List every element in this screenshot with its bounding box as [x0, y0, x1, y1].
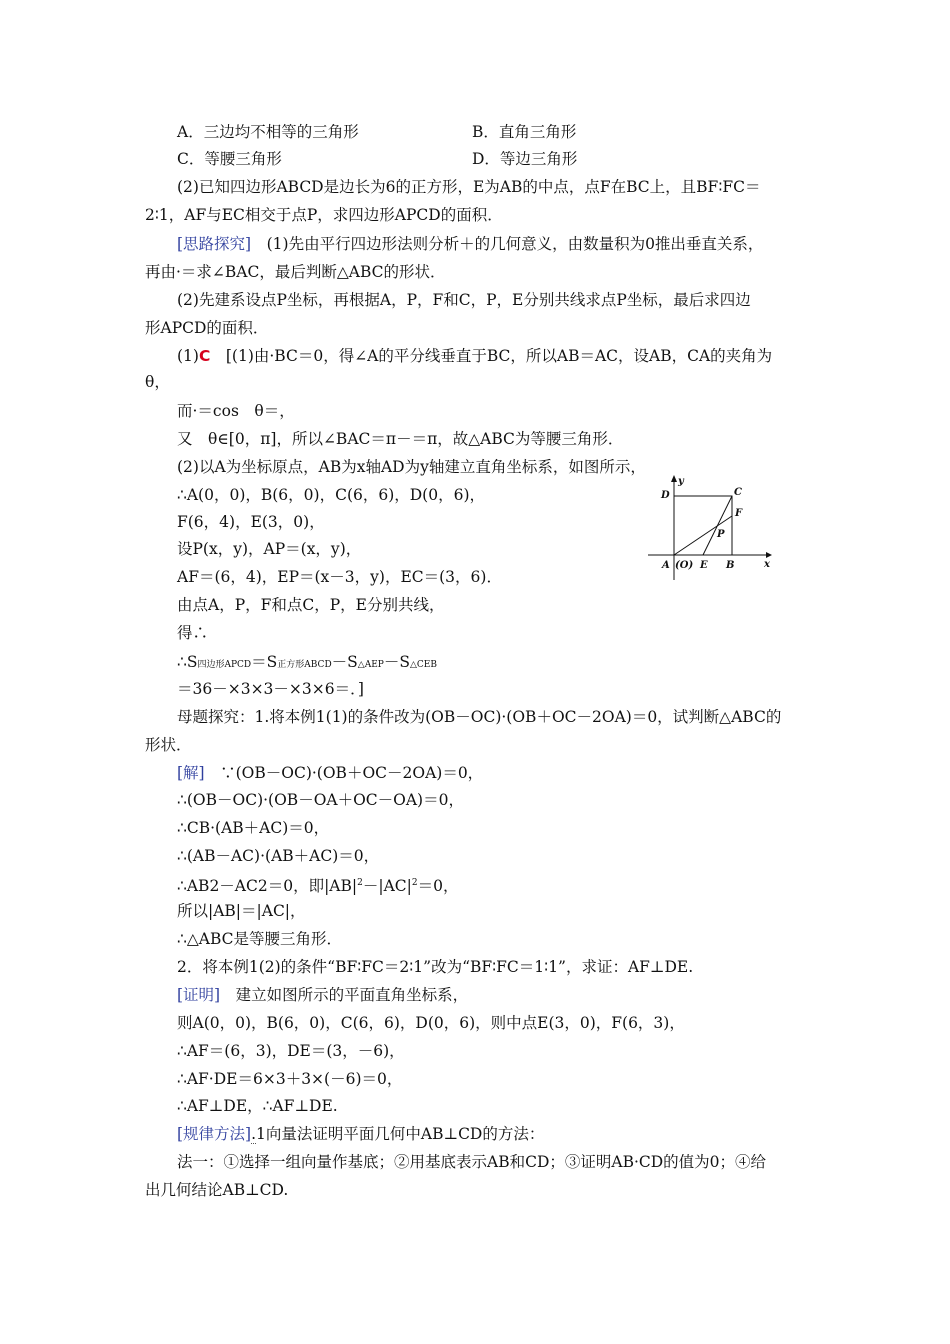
variant1-line7-post: ＝0，: [417, 877, 459, 896]
label-y: y: [678, 476, 684, 487]
method-line2: 法一：①选择一组向量作基底；②用基底表示AB和CD；③证明AB·CD的值为0；④给: [177, 1153, 767, 1171]
option-d: D．等边三角形: [472, 150, 578, 168]
solution-line12: [177, 651, 437, 676]
area-sub-abcd: 正方形ABCD: [277, 660, 332, 670]
method-line3: 出几何结论AB⊥CD.: [145, 1181, 289, 1199]
area-symbol: ∴S: [177, 653, 198, 671]
variant2-line1: 2．将本例1(2)的条件“BF∶FC＝2∶1”改为“BF∶FC＝1∶1”，求证：AF⊥DE.: [177, 958, 694, 976]
method-tag: [规律方法]: [177, 1125, 252, 1143]
variant1-line3: [177, 762, 483, 784]
label-a: A: [662, 560, 670, 571]
option-a: A．三边均不相等的三角形: [177, 123, 359, 141]
explore-line2: 再由·＝求∠BAC，最后判断△ABC的形状．: [145, 263, 446, 281]
area-minus2: －S: [383, 653, 410, 671]
label-b: B: [726, 560, 735, 571]
solution-line2: θ，: [145, 373, 170, 391]
y-axis-arrow-icon: [671, 475, 677, 482]
variant2-line3: 则A(0，0)，B(6，0)，C(6，6)，D(0，6)，则中点E(3，0)，F(6，3)，: [177, 1014, 685, 1032]
method-dotmark: .: [251, 1125, 257, 1143]
square-abcd: [674, 496, 732, 555]
variant1-line4: ∴(OB－OC)·(OB－OA＋OC－OA)＝0，: [177, 791, 464, 809]
explore-line4: 形APCD的面积．: [145, 319, 269, 337]
variant1-line7-sup2: 2: [411, 878, 418, 888]
variant1-line6: ∴(AB－AC)·(AB＋AC)＝0，: [177, 847, 380, 865]
label-c: C: [734, 487, 742, 498]
variant1-line7-sup1: 2: [357, 878, 363, 888]
option-b: B．直角三角形: [472, 123, 577, 141]
solution-line7: F(6，4)，E(3，0)，: [177, 513, 325, 531]
variant2-text2: 建立如图所示的平面直角坐标系，: [220, 986, 469, 1004]
label-x: x: [764, 559, 770, 570]
area-equals: ＝S: [251, 653, 278, 671]
area-sub-apcd: 四边形APCD: [197, 660, 252, 670]
solution-prefix: (1): [177, 347, 199, 365]
label-e: E: [700, 560, 708, 571]
label-p: P: [717, 529, 725, 540]
variant1-tag: [解]: [177, 764, 205, 782]
explore-line1: [177, 233, 763, 255]
x-axis-arrow-icon: [766, 552, 772, 558]
solution-line8: 设P(x，y)，AP＝(x，y)，: [177, 540, 362, 558]
solution-line3: 而·＝cos θ＝，: [177, 402, 295, 420]
variant1-line7-mid: －|AC|: [362, 877, 412, 896]
variant1-line2: 形状．: [145, 736, 192, 754]
label-o: (O): [675, 560, 694, 571]
coordinate-figure: [640, 474, 772, 582]
segment-ec: [703, 496, 732, 555]
label-d: D: [661, 490, 670, 501]
variant1-line7-pre: ∴AB2－AC2＝0，即|AB|: [177, 877, 358, 896]
method-text1: 1向量法证明平面几何中AB⊥CD的方法：: [256, 1125, 545, 1143]
explore-line3: (2)先建系设点P坐标，再根据A，P，F和C，P，E分别共线求点P坐标，最后求四边: [177, 291, 751, 309]
variant1-line8: 所以|AB|＝|AC|，: [177, 902, 306, 920]
variant2-line6: ∴AF⊥DE，∴AF⊥DE.: [177, 1097, 338, 1115]
solution-line1: [177, 345, 772, 367]
area-minus1: －S: [331, 653, 358, 671]
solution-line5: (2)以A为坐标原点，AB为x轴AD为y轴建立直角坐标系，如图所示，: [177, 458, 646, 476]
solution-answer: C: [198, 347, 211, 365]
solution-line10: 由点A，P，F和点C，P，E分别共线，: [177, 596, 445, 614]
variant2-tag: [证明]: [177, 986, 221, 1004]
label-f: F: [735, 508, 743, 519]
explore-text1: (1)先由平行四边形法则分析＋的几何意义，由数量积为0推出垂直关系，: [251, 235, 764, 253]
variant1-line9: ∴△ABC是等腰三角形．: [177, 930, 343, 948]
problem2-line1: (2)已知四边形ABCD是边长为6的正方形，E为AB的中点，点F在BC上，且BF∶FC＝: [177, 178, 761, 196]
solution-text1: [(1)由·BC＝0，得∠A的平分线垂直于BC，所以AB＝AC，设AB，CA的夹角为: [210, 347, 773, 365]
solution-line9: AF＝(6，4)，EP＝(x－3，y)，EC＝(3，6)．: [177, 568, 502, 586]
solution-line6: ∴A(0，0)，B(6，0)，C(6，6)，D(0，6)，: [177, 486, 486, 504]
variant2-line4: ∴AF＝(6，3)，DE＝(3，－6)，: [177, 1042, 405, 1060]
area-sub-ceb: △CEB: [409, 660, 437, 670]
variant1-line7: [177, 872, 458, 897]
explore-tag: [思路探究]: [177, 235, 252, 253]
area-sub-aep: △AEP: [357, 660, 384, 670]
solution-line13: ＝36－×3×3－×3×6＝．]: [177, 680, 364, 698]
variant2-line5: ∴AF·DE＝6×3＋3×(－6)＝0，: [177, 1070, 403, 1088]
solution-line11: 得∴: [177, 624, 209, 642]
variant1-line5: ∴CB·(AB＋AC)＝0，: [177, 819, 330, 837]
variant1-text3: ∵(OB－OC)·(OB＋OC－2OA)＝0，: [204, 764, 484, 782]
solution-line4: 又 θ∈[0，π]，所以∠BAC＝π－＝π，故△ABC为等腰三角形．: [177, 430, 624, 448]
variant1-line1: 母题探究：1.将本例1(1)的条件改为(OB－OC)·(OB＋OC－2OA)＝0，试判断△ABC的: [177, 708, 782, 726]
problem2-line2: 2∶1，AF与EC相交于点P，求四边形APCD的面积．: [145, 206, 503, 224]
method-line1: [177, 1123, 544, 1145]
variant2-line2: [177, 984, 468, 1006]
option-c: C．等腰三角形: [177, 150, 282, 168]
